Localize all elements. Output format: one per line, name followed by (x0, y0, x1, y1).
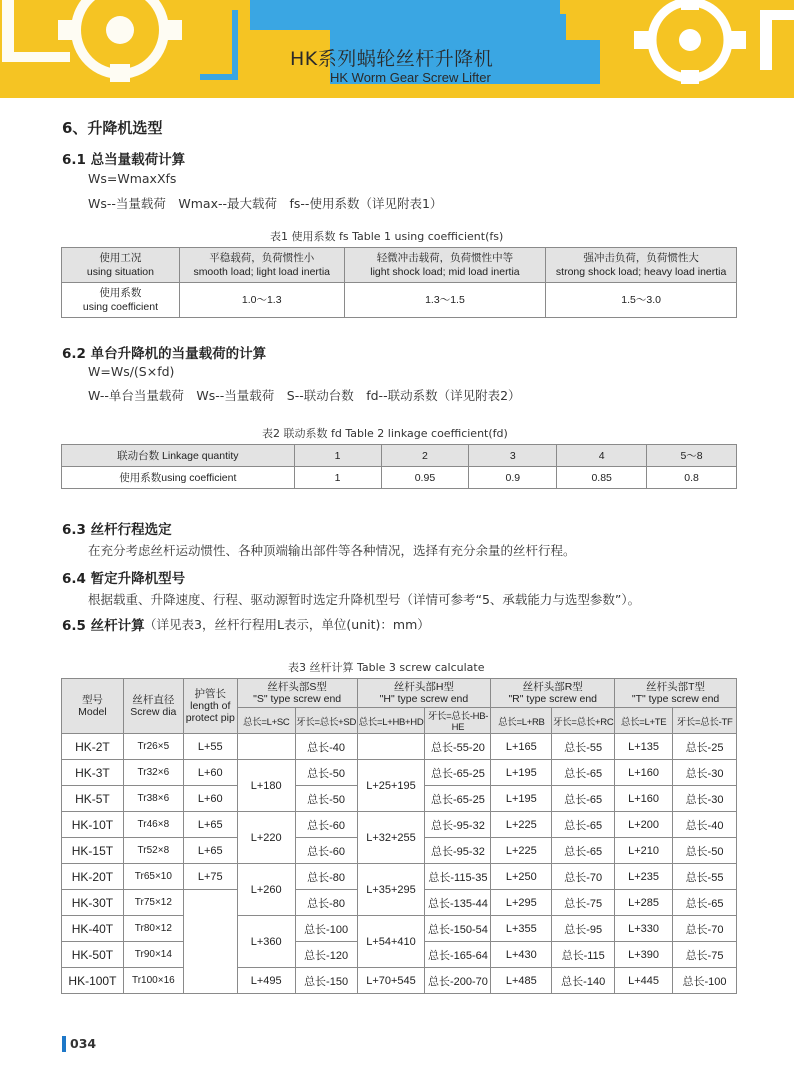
table3-cell-s2: 总长-60 (295, 812, 357, 838)
table3-cell-h2: 总长-65-25 (425, 760, 491, 786)
table3-cell-h1: L+70+545 (357, 968, 425, 994)
table3-cell-t2: 总长-30 (673, 760, 737, 786)
table3-cell-h2: 总长-165-64 (425, 942, 491, 968)
table3-cell-model: HK-40T (62, 916, 124, 942)
table1-cell: 1.3～1.5 (344, 283, 546, 318)
table3-cell-t2: 总长-50 (673, 838, 737, 864)
table3-cell-dia: Tr100×16 (123, 968, 183, 994)
header-title-cn: HK系列蜗轮丝杆升降机 (290, 48, 494, 70)
table1-header-cell: 使用工况 using situation (62, 248, 180, 283)
s65-text: （详见表3，丝杆行程用L表示，单位(unit)：mm） (144, 617, 430, 632)
table3-row (62, 734, 737, 760)
table3-header-h-type: 丝杆头部H型 "H" type screw end (357, 679, 491, 708)
table3-cell-h1: L+54+410 (357, 916, 425, 968)
table3-cell-t1: L+135 (615, 734, 673, 760)
table3-cell-dia: Tr38×6 (123, 786, 183, 812)
table3-cell-t1: L+390 (615, 942, 673, 968)
table3-subheader: 总长=L+TE (615, 708, 673, 734)
table3-cell-t2: 总长-65 (673, 890, 737, 916)
table3-cell-t1: L+210 (615, 838, 673, 864)
table1-caption: 表1 使用系数 fs Table 1 using coefficient(fs) (270, 230, 504, 243)
table3-row (62, 812, 737, 838)
table3-cell-h2: 总长-95-32 (425, 812, 491, 838)
s64-text: 根据载重、升降速度、行程、驱动源暂时选定升降机型号（详情可参考“5、承载能力与选型参数”）。 (88, 592, 641, 607)
table3-cell-s2: 总长-100 (295, 916, 357, 942)
table3-cell-h2: 总长-135-44 (425, 890, 491, 916)
table3-cell-pip: L+75 (183, 864, 237, 890)
table3-cell-h2: 总长-115-35 (425, 864, 491, 890)
table3-cell-pip: L+60 (183, 786, 237, 812)
table3-cell-t2: 总长-30 (673, 786, 737, 812)
table3-row (62, 968, 737, 994)
table2-cell: 0.8 (647, 467, 737, 489)
table3-cell-r1: L+485 (491, 968, 552, 994)
table2-cell: 0.95 (381, 467, 469, 489)
table3-cell-dia: Tr75×12 (123, 890, 183, 916)
table3-cell-model: HK-15T (62, 838, 124, 864)
table3-cell-r2: 总长-115 (552, 942, 615, 968)
table1-header-cell: 强冲击负荷，负荷惯性大 strong shock load; heavy load inertia (546, 248, 737, 283)
table3-cell-pip: L+65 (183, 812, 237, 838)
table2-header-cell: 1 (294, 445, 381, 467)
table3-row (62, 760, 737, 786)
table3-cell-h1: L+25+195 (357, 760, 425, 812)
table2-header-row (62, 445, 737, 467)
table3-cell-r2: 总长-70 (552, 864, 615, 890)
table3-cell-s2: 总长-80 (295, 890, 357, 916)
table1-header-cell: 轻微冲击载荷，负荷惯性中等 light shock load; mid load inertia (344, 248, 546, 283)
table3-cell-dia: Tr52×8 (123, 838, 183, 864)
table3-header-s-type: 丝杆头部S型 "S" type screw end (237, 679, 357, 708)
table3-subheader: 牙长=总长+SD (295, 708, 357, 734)
table3-cell-pip: L+65 (183, 838, 237, 864)
table3-cell-model: HK-50T (62, 942, 124, 968)
table1 (61, 247, 737, 318)
table3-cell-t1: L+160 (615, 786, 673, 812)
table3-cell-t1: L+445 (615, 968, 673, 994)
table3-cell-s2: 总长-50 (295, 786, 357, 812)
table2-header-cell: 5～8 (647, 445, 737, 467)
table3-cell-t2: 总长-40 (673, 812, 737, 838)
table3-cell-model: HK-10T (62, 812, 124, 838)
table3-cell-model: HK-3T (62, 760, 124, 786)
table1-header-cell: 平稳载荷，负荷惯性小 smooth load; light load inertia (179, 248, 344, 283)
table3-cell-t2: 总长-25 (673, 734, 737, 760)
table3-subheader: 牙长=总长+RC (552, 708, 615, 734)
table3 (61, 678, 737, 994)
table3-cell-r2: 总长-65 (552, 786, 615, 812)
table3-cell-t1: L+200 (615, 812, 673, 838)
table3-cell-s2: 总长-150 (295, 968, 357, 994)
table3-cell-dia: Tr46×8 (123, 812, 183, 838)
table3-header-dia: 丝杆直径 Screw dia (123, 679, 183, 734)
table3-cell-dia: Tr32×6 (123, 760, 183, 786)
table3-cell-r1: L+430 (491, 942, 552, 968)
table1-row (62, 283, 737, 318)
table3-cell-r2: 总长-65 (552, 812, 615, 838)
table3-cell-h1: L+32+255 (357, 812, 425, 864)
table3-subheader: 总长=L+SC (237, 708, 295, 734)
table3-cell-pip: L+55 (183, 734, 237, 760)
table3-cell-r1: L+195 (491, 786, 552, 812)
table3-cell-r2: 总长-65 (552, 838, 615, 864)
table3-caption: 表3 丝杆计算 Table 3 screw calculate (288, 661, 485, 674)
table3-cell-r2: 总长-65 (552, 760, 615, 786)
table3-cell-dia: Tr90×14 (123, 942, 183, 968)
table1-row-label: 使用系数 using coefficient (62, 283, 180, 318)
s65-title: 6.5 丝杆计算 (62, 618, 145, 634)
s61-legend: Ws--当量载荷 Wmax--最大载荷 fs--使用系数（详见附表1） (88, 196, 443, 211)
page-header (0, 0, 794, 98)
table3-cell-h1: L+35+295 (357, 864, 425, 916)
table3-subheader: 牙长=总长-TF (673, 708, 737, 734)
table3-cell-s2: 总长-40 (295, 734, 357, 760)
table2-caption: 表2 联动系数 fd Table 2 linkage coefficient(fd) (262, 427, 508, 440)
table3-cell-t2: 总长-55 (673, 864, 737, 890)
table3-cell-r2: 总长-140 (552, 968, 615, 994)
table3-cell-s1: L+260 (237, 864, 295, 916)
table3-cell-dia: Tr80×12 (123, 916, 183, 942)
page-number-bar (62, 1036, 66, 1052)
s62-formula: W=Ws/(S×fd) (88, 364, 175, 379)
table1-cell: 1.0～1.3 (179, 283, 344, 318)
s63-text: 在充分考虑丝杆运动惯性、各种顶端输出部件等各种情况，选择有充分余量的丝杆行程。 (88, 543, 576, 558)
table3-header-r-type: 丝杆头部R型 "R" type screw end (491, 679, 615, 708)
table2-cell: 0.9 (469, 467, 557, 489)
table3-header-row (62, 679, 737, 708)
table2-header-label: 联动台数 Linkage quantity (62, 445, 295, 467)
table3-cell-r1: L+250 (491, 864, 552, 890)
table3-cell-h2: 总长-95-32 (425, 838, 491, 864)
table3-header-pip: 护管长 length of protect pip (183, 679, 237, 734)
table3-cell-dia: Tr65×10 (123, 864, 183, 890)
table3-subheader: 总长=L+RB (491, 708, 552, 734)
table2-cell: 0.85 (557, 467, 647, 489)
table2-row-label: 使用系数using coefficient (62, 467, 295, 489)
table3-cell-h2: 总长-55-20 (425, 734, 491, 760)
table3-cell-s1: L+180 (237, 760, 295, 812)
table3-cell-t1: L+235 (615, 864, 673, 890)
table3-cell-model: HK-100T (62, 968, 124, 994)
s63-title: 6.3 丝杆行程选定 (62, 522, 172, 538)
table3-cell-s1 (237, 734, 295, 760)
table3-cell-model: HK-20T (62, 864, 124, 890)
table3-cell-h2: 总长-65-25 (425, 786, 491, 812)
table3-subheader: 总长=L+HB+HD (357, 708, 425, 734)
table3-cell-model: HK-5T (62, 786, 124, 812)
table3-cell-r2: 总长-95 (552, 916, 615, 942)
table3-cell-t1: L+285 (615, 890, 673, 916)
s64-title: 6.4 暂定升降机型号 (62, 571, 186, 587)
table3-cell-pip (183, 890, 237, 994)
table3-cell-s2: 总长-50 (295, 760, 357, 786)
s62-legend: W--单台当量载荷 Ws--当量载荷 S--联动台数 fd--联动系数（详见附表2） (88, 388, 521, 403)
table3-header-model: 型号 Model (62, 679, 124, 734)
page-number-text: 034 (70, 1036, 97, 1051)
header-title-en: HK Worm Gear Screw Lifter (330, 70, 491, 85)
table3-cell-s1: L+220 (237, 812, 295, 864)
table3-cell-t1: L+330 (615, 916, 673, 942)
section-title: 6、升降机选型 (62, 119, 163, 137)
table3-cell-h2: 总长-150-54 (425, 916, 491, 942)
table3-row (62, 864, 737, 890)
table3-cell-r1: L+165 (491, 734, 552, 760)
table2-cell: 1 (294, 467, 381, 489)
table3-cell-pip: L+60 (183, 760, 237, 786)
table3-cell-h1 (357, 734, 425, 760)
table3-cell-s2: 总长-80 (295, 864, 357, 890)
s61-title: 6.1 总当量载荷计算 (62, 152, 186, 168)
table3-cell-model: HK-2T (62, 734, 124, 760)
s62-title: 6.2 单台升降机的当量载荷的计算 (62, 346, 267, 362)
table2-row (62, 467, 737, 489)
table3-cell-model: HK-30T (62, 890, 124, 916)
table3-header-t-type: 丝杆头部T型 "T" type screw end (615, 679, 737, 708)
table3-cell-r2: 总长-75 (552, 890, 615, 916)
table1-header-row (62, 248, 737, 283)
table3-cell-r1: L+355 (491, 916, 552, 942)
table3-cell-r1: L+225 (491, 838, 552, 864)
table3-cell-t1: L+160 (615, 760, 673, 786)
table3-cell-t2: 总长-100 (673, 968, 737, 994)
table3-cell-s2: 总长-120 (295, 942, 357, 968)
table3-cell-t2: 总长-75 (673, 942, 737, 968)
table3-cell-s1: L+360 (237, 916, 295, 968)
table3-subheader: 牙长=总长-HB-HE (425, 708, 491, 734)
table1-cell: 1.5～3.0 (546, 283, 737, 318)
table2 (61, 444, 737, 489)
table3-cell-r1: L+225 (491, 812, 552, 838)
table3-cell-s2: 总长-60 (295, 838, 357, 864)
table3-cell-r2: 总长-55 (552, 734, 615, 760)
table3-cell-s1: L+495 (237, 968, 295, 994)
s61-formula: Ws=WmaxXfs (88, 171, 177, 186)
table3-cell-dia: Tr26×5 (123, 734, 183, 760)
table2-header-cell: 4 (557, 445, 647, 467)
table3-row (62, 916, 737, 942)
table2-header-cell: 3 (469, 445, 557, 467)
table3-cell-t2: 总长-70 (673, 916, 737, 942)
table3-cell-r1: L+295 (491, 890, 552, 916)
table2-header-cell: 2 (381, 445, 469, 467)
table3-cell-h2: 总长-200-70 (425, 968, 491, 994)
table3-cell-r1: L+195 (491, 760, 552, 786)
